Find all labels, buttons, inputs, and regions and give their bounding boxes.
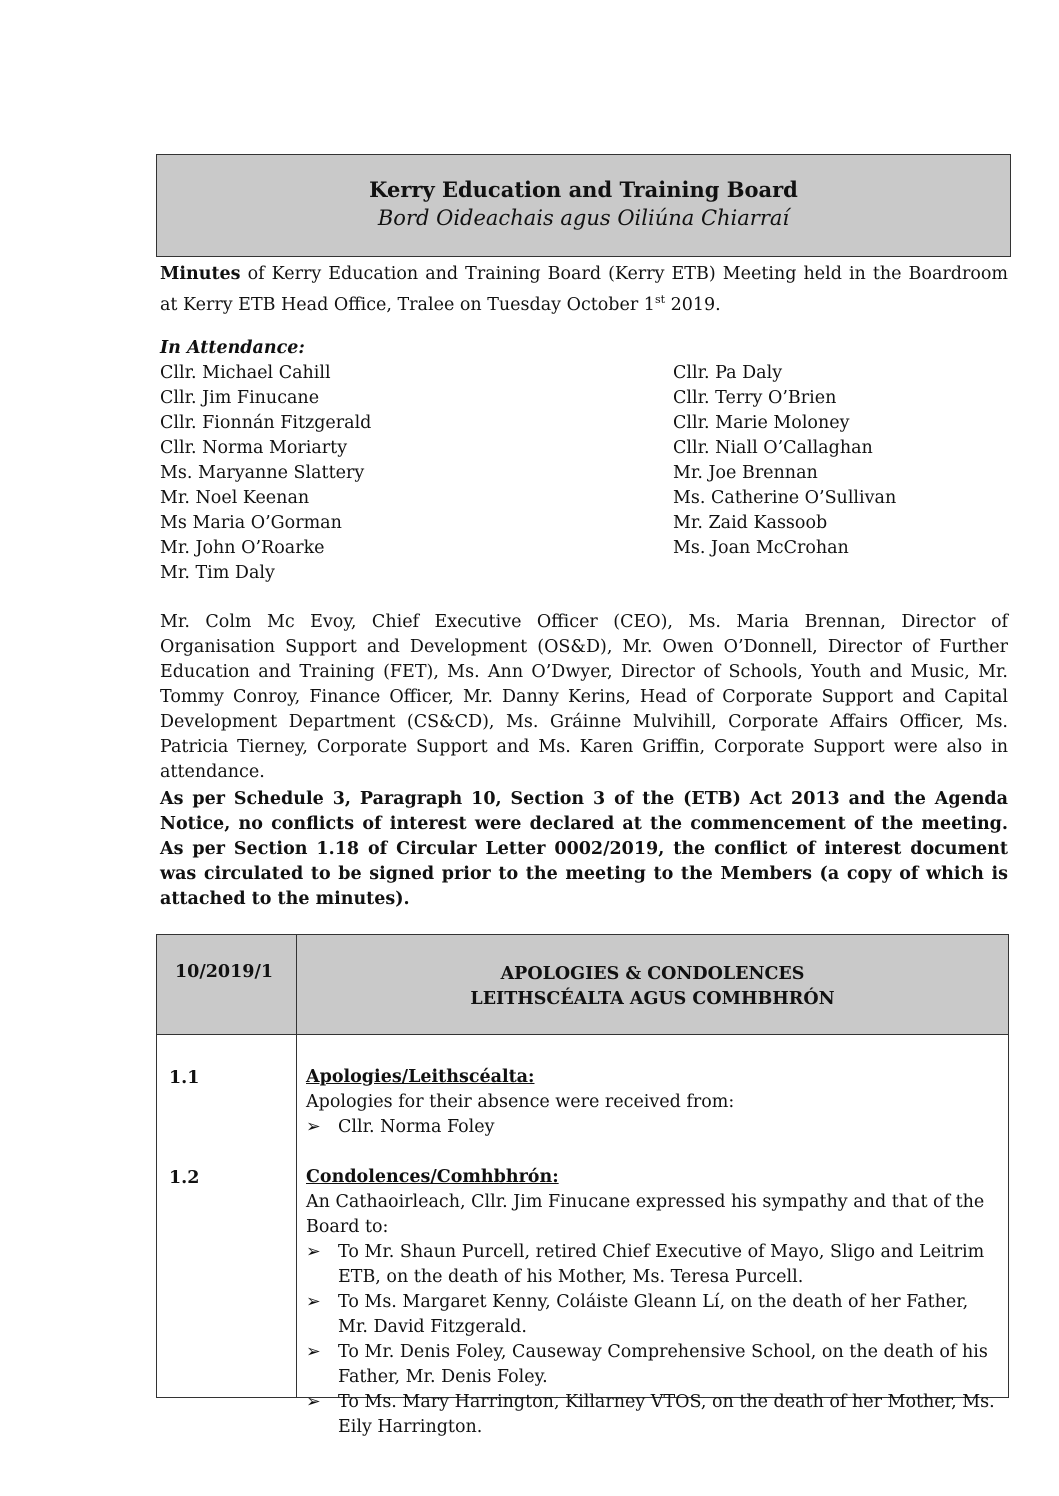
board-subtitle: Bord Oideachais agus Oiliúna Chiarraí (377, 206, 790, 230)
conflict-of-interest-paragraph: As per Schedule 3, Paragraph 10, Section 3 of the (ETB) Act 2013 and the Agenda Notice, no conflicts of interest were declared at the commencement of the meeting. As per Section 1.18 of Circular Letter 0002/2019, the conflict of interest document was circulated to be signed prior to the meeting to the Members (a copy of which is attached to the minutes). (160, 789, 1008, 909)
intro-sup: st (654, 293, 666, 306)
attendee: Mr. Zaid Kassoob (673, 513, 828, 533)
attendee: Mr. Joe Brennan (673, 463, 818, 483)
attendee: Ms Maria O’Gorman (160, 513, 342, 533)
intro-tail: 2019. (665, 294, 721, 315)
agenda-item-number: 10/2019/1 (175, 962, 274, 982)
agenda-title-english: APOLOGIES & CONDOLENCES (500, 964, 805, 984)
staff-attendance-paragraph: Mr. Colm Mc Evoy, Chief Executive Officer (CEO), Ms. Maria Brennan, Director of Organisation Support and Development (OS&D), Mr. Owen O’Donnell, Director of Further Education and Training (FET), Ms. Ann O’Dwyer, Director of Schools, Youth and Music, Mr. Tommy Conroy, Finance Officer, Mr. Danny Kerins, Head of Corporate Support and Capital Development Department (CS&CD), Ms. Gráinne Mulvihill, Corporate Affairs Officer, Ms. Patricia Tierney, Corporate Support and Ms. Karen Griffin, Corporate Support were also in attendance. (160, 612, 1008, 782)
attendee: Cllr. Niall O’Callaghan (673, 438, 873, 458)
attendee: Ms. Maryanne Slattery (160, 463, 365, 483)
arrow-bullet-icon: ➢ (306, 1242, 321, 1262)
attendee: Cllr. Pa Daly (673, 363, 783, 383)
sub-item-number: 1.2 (169, 1168, 200, 1188)
attendee: Ms. Joan McCrohan (673, 538, 849, 558)
sub-item-condolences (306, 1165, 999, 1440)
column-divider (296, 935, 297, 1397)
arrow-bullet-icon: ➢ (306, 1342, 321, 1362)
sub-item-text: Apologies for their absence were received from: (306, 1092, 735, 1112)
minutes-lead: Minutes (160, 264, 241, 284)
sub-item-text: An Cathaoirleach, Cllr. Jim Finucane expressed his sympathy and that of the Board to: (306, 1192, 985, 1237)
attendee: Cllr. Michael Cahill (160, 363, 331, 383)
agenda-item-header (157, 935, 1008, 1035)
attendee: Mr. John O’Roarke (160, 538, 325, 558)
attendance-right-column (673, 361, 896, 561)
sub-item-number: 1.1 (169, 1068, 200, 1088)
attendee: Cllr. Fionnán Fitzgerald (160, 413, 372, 433)
sub-item-apologies (306, 1065, 999, 1140)
list-item: ➢ To Ms. Margaret Kenny, Coláiste Gleann Lí, on the death of her Father, Mr. David Fitzgerald. (306, 1292, 969, 1337)
agenda-item-title (297, 962, 1008, 1012)
attendee: Mr. Tim Daly (160, 563, 275, 583)
arrow-bullet-icon: ➢ (306, 1292, 321, 1312)
attendee: Cllr. Terry O’Brien (673, 388, 837, 408)
arrow-bullet-icon: ➢ (306, 1117, 321, 1137)
list-item: ➢ To Mr. Shaun Purcell, retired Chief Executive of Mayo, Sligo and Leitrim ETB, on the death of his Mother, Ms. Teresa Purcell. (306, 1242, 985, 1287)
arrow-bullet-icon: ➢ (306, 1392, 321, 1412)
board-header (156, 154, 1011, 257)
attendee: Mr. Noel Keenan (160, 488, 310, 508)
attendee: Cllr. Norma Moriarty (160, 438, 348, 458)
intro-paragraph (160, 262, 1008, 318)
list-item: ➢ Cllr. Norma Foley (306, 1115, 999, 1140)
attendance-heading: In Attendance: (160, 338, 305, 358)
sub-item-heading: Apologies/Leithscéalta: (306, 1067, 535, 1087)
board-title: Kerry Education and Training Board (369, 177, 798, 202)
list-item: ➢ To Ms. Mary Harrington, Killarney VTOS, on the death of her Mother, Ms. Eily Harrington. (306, 1392, 995, 1437)
agenda-title-irish: LEITHSCÉALTA AGUS COMHBHRÓN (470, 989, 835, 1009)
attendance-left-column (160, 361, 371, 586)
attendee: Cllr. Jim Finucane (160, 388, 320, 408)
attendee: Ms. Catherine O’Sullivan (673, 488, 897, 508)
agenda-item-table (156, 934, 1009, 1437)
intro-text: of Kerry Education and Training Board (Kerry ETB) Meeting held in the Boardroom at Kerry ETB Head Office, Tralee on Tuesday October 1 (160, 264, 1008, 315)
sub-item-heading: Condolences/Comhbhrón: (306, 1167, 559, 1187)
attendee: Cllr. Marie Moloney (673, 413, 850, 433)
list-item: ➢ To Mr. Denis Foley, Causeway Comprehensive School, on the death of his Father, Mr. Denis Foley. (306, 1342, 988, 1387)
